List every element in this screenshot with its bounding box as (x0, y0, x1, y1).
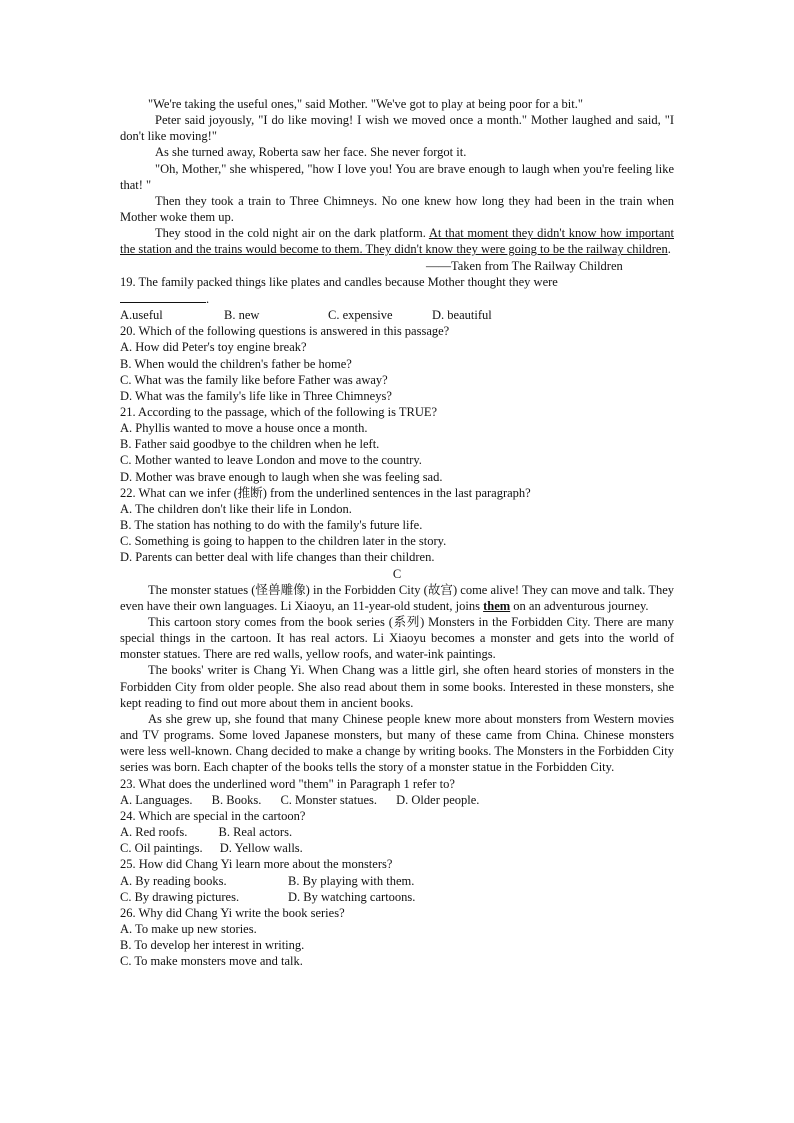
option: A. The children don't like their life in London. (120, 501, 352, 516)
q19-end: . (206, 291, 210, 306)
document-page (120, 96, 674, 969)
option: C. Monster statues. (280, 792, 377, 807)
option: D. beautiful (432, 308, 492, 323)
option: D. By watching cartoons. (288, 889, 416, 904)
option: C. expensive (328, 308, 393, 323)
option: C. Oil paintings. (120, 841, 203, 856)
answer-blank (120, 290, 206, 303)
option: B. new (224, 308, 260, 323)
passage-source: ——Taken from The Railway Children (426, 258, 623, 273)
option: B. Father said goodbye to the children when he left. (120, 437, 380, 452)
option: D. Older people. (396, 792, 480, 807)
option: C. Something is going to happen to the children later in the story. (120, 534, 447, 549)
option: A. Languages. (120, 792, 193, 807)
option: A. To make up new stories. (120, 921, 257, 936)
underlined-sentences: At that moment they didn't know how important the station and the trains would become to them. They didn't know they were going to be the railway children (120, 226, 674, 257)
last-para-end: . (667, 242, 671, 257)
underlined-word-them: them (483, 598, 511, 613)
option: A. How did Peter's toy engine break? (120, 340, 307, 355)
question-22-stem: 22. What can we infer (推断) from the underlined sentences in the last paragraph? (120, 485, 531, 500)
p1-end: on an adventurous journey. (510, 598, 649, 613)
question-19-stem: 19. The family packed things like plates and candles because Mother thought they were (120, 274, 558, 289)
option: B. When would the children's father be home? (120, 356, 352, 371)
passage-line: Peter said joyously, "I do like moving! I wish we moved once a month." Mother laughed and said, "I don't like moving!" (120, 113, 674, 144)
option: B. Books. (211, 792, 262, 807)
question-19-options (120, 307, 674, 323)
question-25-options-row-1 (120, 873, 674, 889)
p1-start: The monster statues (怪兽雕像) in the Forbidden City (故宫) come alive! They can move and talk. They even have their own languages. Li Xiaoyu, an 11-year-old student, joins (120, 582, 674, 613)
option: B. By playing with them. (288, 873, 415, 888)
option: C. What was the family like before Father was away? (120, 372, 388, 387)
option: A. Phyllis wanted to move a house once a month. (120, 421, 368, 436)
question-25-options-row-2 (120, 889, 674, 905)
question-21-stem: 21. According to the passage, which of the following is TRUE? (120, 404, 438, 419)
option: A. Red roofs. (120, 825, 188, 840)
option: D. Yellow walls. (219, 841, 303, 856)
passage-last-paragraph (120, 225, 674, 257)
question-24-options-row-1 (120, 824, 674, 840)
question-24-options-row-2 (120, 840, 674, 856)
option: D. Parents can better deal with life changes than their children. (120, 550, 435, 565)
question-24-stem: 24. Which are special in the cartoon? (120, 808, 306, 823)
passage-line: "We're taking the useful ones," said Mother. "We've got to play at being poor for a bit." (148, 97, 583, 111)
question-23-options (120, 792, 674, 808)
option: B. Real actors. (218, 825, 293, 840)
option: A.useful (120, 308, 163, 323)
option: B. The station has nothing to do with the family's future life. (120, 518, 423, 533)
question-23-stem: 23. What does the underlined word "them" in Paragraph 1 refer to? (120, 776, 455, 791)
section-c-paragraph-4: As she grew up, she found that many Chinese people knew more about monsters from Western movies and TV programs. Some loved Japanese monsters, but many of these came from China. Chinese monsters were less well-known. Chang decided to make a change by writing books. The Monsters in the Forbidden City series was born. Each chapter of the books tells the story of a monster statue in the Forbidden City. (120, 711, 674, 775)
section-c-paragraph-3: The books' writer is Chang Yi. When Chang was a little girl, she often heard stories of monsters in the Forbidden City from older people. She also read about them in some books. Interested in these monsters, she kept reading to find out more about them in ancient books. (120, 663, 674, 710)
question-25-stem: 25. How did Chang Yi learn more about the monsters? (120, 857, 393, 872)
option: C. By drawing pictures. (120, 889, 240, 904)
option: B. To develop her interest in writing. (120, 938, 305, 953)
section-c-paragraph-2: This cartoon story comes from the book series (系列) Monsters in the Forbidden City. There are many special things in the cartoon. It has real actors. Li Xiaoyu becomes a monster and gets into the world of monster statues. There are red walls, yellow roofs, and water-ink paintings. (120, 615, 674, 662)
option: D. What was the family's life like in Three Chimneys? (120, 388, 392, 403)
option: D. Mother was brave enough to laugh when she was feeling sad. (120, 469, 443, 484)
option: A. By reading books. (120, 873, 227, 888)
question-26-stem: 26. Why did Chang Yi write the book series? (120, 905, 345, 920)
question-19-blank (120, 290, 674, 307)
passage-line: Then they took a train to Three Chimneys. No one knew how long they had been in the train when Mother woke them up. (120, 193, 674, 225)
last-para-start: They stood in the cold night air on the dark platform. (155, 226, 429, 241)
option: C. To make monsters move and talk. (120, 954, 303, 969)
section-c-heading: C (392, 566, 402, 581)
question-20-stem: 20. Which of the following questions is answered in this passage? (120, 324, 450, 339)
option: C. Mother wanted to leave London and move to the country. (120, 453, 422, 468)
passage-line: "Oh, Mother," she whispered, "how I love you! You are brave enough to laugh when you're feeling like that! " (120, 161, 674, 192)
passage-line: As she turned away, Roberta saw her face. She never forgot it. (155, 145, 467, 160)
section-c-paragraph-1 (120, 582, 674, 614)
